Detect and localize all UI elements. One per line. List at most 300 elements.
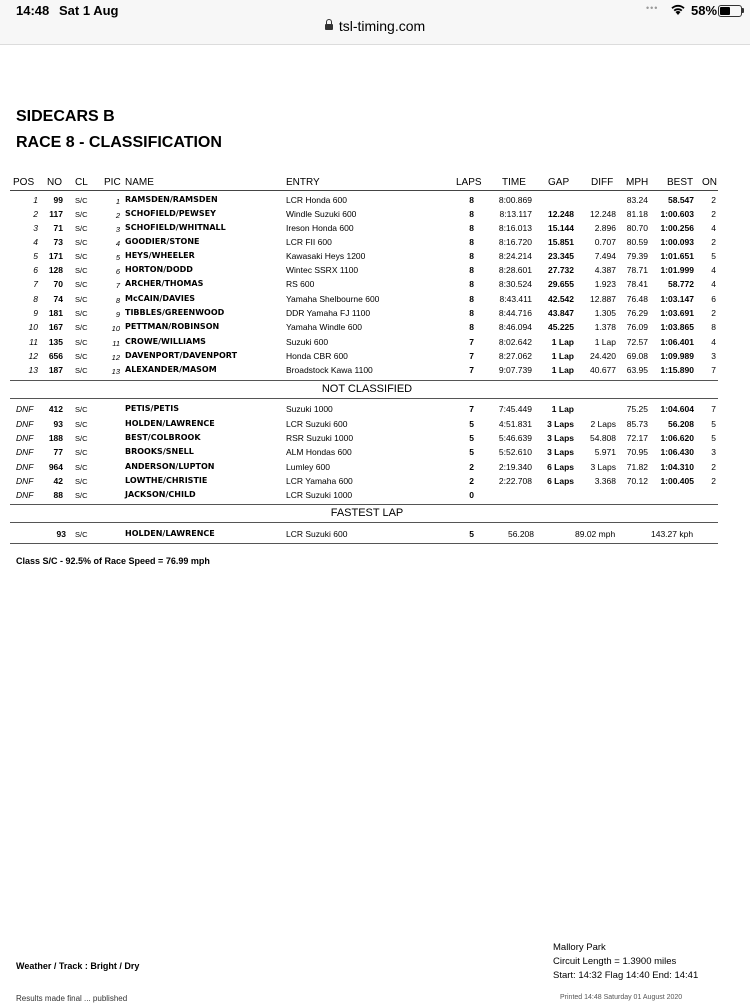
cell-diff: 3 Laps bbox=[590, 462, 616, 472]
cell-gap: 27.732 bbox=[548, 265, 574, 275]
cell-cl: S/C bbox=[75, 477, 88, 486]
col-pos: POS bbox=[13, 177, 35, 188]
table-row bbox=[0, 207, 750, 221]
cell-pos: DNF bbox=[16, 490, 34, 500]
fastest-lap-heading: FASTEST LAP bbox=[330, 507, 404, 519]
cell-cl: S/C bbox=[75, 309, 88, 318]
circuit-length: Circuit Length = 1.3900 miles bbox=[553, 956, 677, 967]
cell-on: 7 bbox=[711, 365, 716, 375]
cell-pic: 1 bbox=[115, 197, 120, 206]
ios-status-bar bbox=[0, 0, 750, 45]
cell-laps: 8 bbox=[469, 209, 474, 219]
cell-cl: S/C bbox=[75, 238, 88, 247]
cell-mph: 76.48 bbox=[626, 294, 648, 304]
page-subtitle: RACE 8 - CLASSIFICATION bbox=[16, 134, 222, 151]
table-row bbox=[0, 488, 750, 502]
cell-mph: 83.24 bbox=[626, 195, 648, 205]
cell-on: 2 bbox=[711, 209, 716, 219]
cell-best: 1:00.405 bbox=[660, 476, 694, 486]
col-pic: PIC bbox=[104, 177, 121, 188]
cell-pos: DNF bbox=[16, 476, 34, 486]
cell-best: 56.208 bbox=[668, 419, 694, 429]
cell-laps: 2 bbox=[469, 476, 474, 486]
cell-no: 42 bbox=[53, 476, 63, 486]
table-row bbox=[0, 277, 750, 291]
cell-entry: Wintec SSRX 1100 bbox=[286, 265, 359, 275]
cell-on: 5 bbox=[711, 251, 716, 261]
cell-gap: 1 Lap bbox=[551, 404, 574, 414]
fastest-mph: 89.02 mph bbox=[575, 529, 616, 539]
cell-best: 58.547 bbox=[668, 195, 694, 205]
battery-percent: 58% bbox=[691, 3, 718, 18]
cell-best: 1:06.401 bbox=[660, 337, 694, 347]
cell-name: CROWE/WILLIAMS bbox=[125, 337, 206, 346]
cell-best: 1:04.310 bbox=[660, 462, 694, 472]
cell-no: 964 bbox=[48, 462, 63, 472]
cell-name: TIBBLES/GREENWOOD bbox=[125, 308, 225, 317]
cell-no: 412 bbox=[48, 404, 63, 414]
cell-name: PETIS/PETIS bbox=[125, 404, 179, 413]
cell-name: SCHOFIELD/PEWSEY bbox=[125, 209, 216, 218]
fastest-cl: S/C bbox=[75, 530, 88, 539]
cell-best: 1:01.651 bbox=[660, 251, 694, 261]
cell-cl: S/C bbox=[75, 338, 88, 347]
cell-time: 2:22.708 bbox=[498, 476, 532, 486]
cell-laps: 8 bbox=[469, 322, 474, 332]
cell-time: 2:19.340 bbox=[498, 462, 532, 472]
fastest-kph: 143.27 kph bbox=[651, 529, 694, 539]
cell-diff: 1.305 bbox=[594, 308, 616, 318]
cell-laps: 8 bbox=[469, 237, 474, 247]
cell-no: 117 bbox=[49, 209, 63, 219]
cell-diff: 4.387 bbox=[594, 265, 616, 275]
cell-mph: 71.82 bbox=[626, 462, 648, 472]
cell-name: GOODIER/STONE bbox=[125, 237, 200, 246]
cell-gap: 12.248 bbox=[548, 209, 574, 219]
fastest-lap-number: 5 bbox=[469, 529, 474, 539]
cell-cl: S/C bbox=[75, 266, 88, 275]
cell-cl: S/C bbox=[75, 352, 88, 361]
cell-laps: 5 bbox=[469, 419, 474, 429]
cell-no: 77 bbox=[53, 447, 63, 457]
cell-pos: 8 bbox=[33, 294, 38, 304]
cell-pos: 6 bbox=[33, 265, 38, 275]
cell-gap: 1 Lap bbox=[551, 351, 574, 361]
cell-cl: S/C bbox=[75, 295, 88, 304]
cell-name: PETTMAN/ROBINSON bbox=[125, 322, 220, 331]
cell-gap: 6 Laps bbox=[547, 462, 574, 472]
cell-gap: 15.144 bbox=[548, 223, 574, 233]
cell-mph: 81.18 bbox=[626, 209, 648, 219]
table-row bbox=[0, 249, 750, 263]
cell-on: 2 bbox=[711, 237, 716, 247]
cell-laps: 2 bbox=[469, 462, 474, 472]
section-divider bbox=[10, 543, 718, 544]
cell-entry: Kawasaki Heys 1200 bbox=[286, 251, 366, 261]
cell-entry: Suzuki 1000 bbox=[286, 404, 333, 414]
cell-gap: 3 Laps bbox=[547, 433, 574, 443]
url-bar[interactable] bbox=[0, 18, 750, 38]
cell-name: LOWTHE/CHRISTIE bbox=[125, 476, 208, 485]
cell-gap: 15.851 bbox=[548, 237, 574, 247]
cell-laps: 7 bbox=[469, 404, 474, 414]
table-row bbox=[0, 306, 750, 320]
fastest-time: 56.208 bbox=[508, 529, 534, 539]
cell-entry: Suzuki 600 bbox=[286, 337, 329, 347]
fastest-name: HOLDEN/LAWRENCE bbox=[125, 529, 215, 538]
cell-no: 73 bbox=[53, 237, 63, 247]
cell-time: 8:46.094 bbox=[498, 322, 532, 332]
cell-diff: 1.378 bbox=[594, 322, 616, 332]
cell-time: 4:51.831 bbox=[498, 419, 532, 429]
battery-icon bbox=[718, 5, 742, 17]
cell-on: 8 bbox=[711, 322, 716, 332]
cell-gap: 42.542 bbox=[548, 294, 574, 304]
cell-pos: DNF bbox=[16, 404, 34, 414]
cell-gap: 3 Laps bbox=[547, 419, 574, 429]
cell-mph: 79.39 bbox=[626, 251, 648, 261]
cell-gap: 1 Lap bbox=[551, 365, 574, 375]
section-divider bbox=[10, 380, 718, 381]
section-divider bbox=[10, 504, 718, 505]
wifi-icon bbox=[670, 3, 686, 16]
cell-pos: DNF bbox=[16, 447, 34, 457]
cell-name: HEYS/WHEELER bbox=[125, 251, 195, 260]
cell-name: BEST/COLBROOK bbox=[125, 433, 201, 442]
cell-on: 2 bbox=[711, 308, 716, 318]
cell-diff: 3.368 bbox=[594, 476, 616, 486]
cell-pic: 6 bbox=[115, 267, 120, 276]
cell-on: 5 bbox=[711, 433, 716, 443]
cell-laps: 8 bbox=[469, 294, 474, 304]
cell-entry: LCR Suzuki 1000 bbox=[286, 490, 353, 500]
cell-entry: Yamaha Shelbourne 600 bbox=[286, 294, 380, 304]
cell-cl: S/C bbox=[75, 196, 88, 205]
table-row bbox=[0, 221, 750, 235]
cell-pos: 5 bbox=[33, 251, 38, 261]
fastest-lap-row bbox=[0, 527, 750, 541]
cell-best: 1:09.989 bbox=[660, 351, 694, 361]
cell-no: 70 bbox=[53, 279, 63, 289]
cell-pos: 9 bbox=[33, 308, 38, 318]
fastest-no: 93 bbox=[56, 529, 66, 539]
cell-laps: 5 bbox=[469, 433, 474, 443]
cell-diff: 2 Laps bbox=[590, 419, 616, 429]
cell-diff: 1 Lap bbox=[594, 337, 616, 347]
cell-pic: 12 bbox=[111, 353, 120, 362]
cell-laps: 5 bbox=[469, 447, 474, 457]
table-row bbox=[0, 417, 750, 431]
cell-no: 181 bbox=[48, 308, 63, 318]
cell-cl: S/C bbox=[75, 366, 88, 375]
cell-time: 8:27.062 bbox=[498, 351, 532, 361]
cell-cl: S/C bbox=[75, 420, 88, 429]
cell-name: BROOKS/SNELL bbox=[125, 447, 194, 456]
cell-entry: Lumley 600 bbox=[286, 462, 330, 472]
cell-mph: 70.12 bbox=[626, 476, 648, 486]
cell-gap: 6 Laps bbox=[547, 476, 574, 486]
cell-pos: 7 bbox=[33, 279, 38, 289]
cell-mph: 78.41 bbox=[626, 279, 648, 289]
cell-no: 187 bbox=[48, 365, 63, 375]
class-speed-note: Class S/C - 92.5% of Race Speed = 76.99 mph bbox=[16, 556, 210, 566]
cell-on: 7 bbox=[711, 404, 716, 414]
cell-pic: 9 bbox=[115, 310, 120, 319]
cell-laps: 7 bbox=[469, 337, 474, 347]
table-row bbox=[0, 431, 750, 445]
cell-entry: Honda CBR 600 bbox=[286, 351, 348, 361]
cell-best: 1:06.430 bbox=[660, 447, 694, 457]
multitask-dots-icon[interactable]: ••• bbox=[646, 3, 659, 13]
weather-track: Weather / Track : Bright / Dry bbox=[16, 961, 140, 971]
cell-no: 88 bbox=[53, 490, 63, 500]
col-laps: LAPS bbox=[456, 177, 482, 188]
cell-time: 8:16.013 bbox=[498, 223, 532, 233]
cell-pic: 10 bbox=[111, 324, 120, 333]
cell-no: 128 bbox=[48, 265, 63, 275]
cell-pic: 11 bbox=[112, 339, 120, 348]
cell-on: 3 bbox=[711, 351, 716, 361]
cell-entry: RS 600 bbox=[286, 279, 315, 289]
cell-time: 8:16.720 bbox=[498, 237, 532, 247]
cell-name: RAMSDEN/RAMSDEN bbox=[125, 195, 218, 204]
cell-time: 8:30.524 bbox=[498, 279, 532, 289]
cell-on: 4 bbox=[711, 223, 716, 233]
status-date: Sat 1 Aug bbox=[59, 3, 119, 18]
cell-entry: LCR Honda 600 bbox=[286, 195, 347, 205]
venue-name: Mallory Park bbox=[553, 942, 606, 953]
cell-laps: 8 bbox=[469, 279, 474, 289]
cell-diff: 2.896 bbox=[594, 223, 616, 233]
cell-time: 8:28.601 bbox=[498, 265, 532, 275]
cell-no: 74 bbox=[53, 294, 63, 304]
col-best: BEST bbox=[667, 177, 694, 188]
cell-mph: 72.17 bbox=[626, 433, 648, 443]
cell-time: 8:13.117 bbox=[499, 209, 532, 219]
cell-best: 1:00.256 bbox=[660, 223, 694, 233]
cell-cl: S/C bbox=[75, 224, 88, 233]
cell-time: 8:02.642 bbox=[498, 337, 532, 347]
cell-laps: 7 bbox=[469, 351, 474, 361]
cell-time: 7:45.449 bbox=[498, 404, 532, 414]
battery-level-fill bbox=[720, 7, 730, 15]
cell-best: 1:03.865 bbox=[660, 322, 694, 332]
cell-cl: S/C bbox=[75, 463, 88, 472]
cell-laps: 8 bbox=[469, 251, 474, 261]
cell-best: 1:04.604 bbox=[660, 404, 694, 414]
cell-time: 5:46.639 bbox=[498, 433, 532, 443]
cell-diff: 0.707 bbox=[594, 237, 616, 247]
page-title: SIDECARS B bbox=[16, 108, 115, 125]
cell-pic: 3 bbox=[115, 225, 120, 234]
cell-pos: 12 bbox=[28, 351, 38, 361]
cell-diff: 40.677 bbox=[590, 365, 616, 375]
col-entry: ENTRY bbox=[286, 177, 320, 188]
cell-diff: 12.887 bbox=[590, 294, 616, 304]
cell-diff: 24.420 bbox=[590, 351, 616, 361]
cell-pos: 4 bbox=[33, 237, 38, 247]
cell-on: 2 bbox=[711, 462, 716, 472]
cell-pic: 7 bbox=[115, 281, 120, 290]
cell-no: 135 bbox=[48, 337, 63, 347]
cell-entry: LCR Yamaha 600 bbox=[286, 476, 353, 486]
cell-name: DAVENPORT/DAVENPORT bbox=[125, 351, 238, 360]
cell-cl: S/C bbox=[75, 405, 88, 414]
cell-pic: 13 bbox=[111, 367, 120, 376]
cell-gap: 23.345 bbox=[548, 251, 574, 261]
cell-mph: 80.59 bbox=[626, 237, 648, 247]
header-divider bbox=[10, 190, 718, 191]
cell-entry: DDR Yamaha FJ 1100 bbox=[286, 308, 371, 318]
cell-laps: 8 bbox=[469, 265, 474, 275]
cell-time: 8:44.716 bbox=[498, 308, 532, 318]
cell-diff: 1.923 bbox=[594, 279, 616, 289]
table-row bbox=[0, 363, 750, 377]
col-time: TIME bbox=[502, 177, 526, 188]
table-row bbox=[0, 402, 750, 416]
cell-no: 167 bbox=[48, 322, 63, 332]
cell-best: 1:03.691 bbox=[660, 308, 694, 318]
cell-entry: Windle Suzuki 600 bbox=[286, 209, 357, 219]
col-diff: DIFF bbox=[591, 177, 614, 188]
cell-name: SCHOFIELD/WHITNALL bbox=[125, 223, 226, 232]
cell-best: 1:00.603 bbox=[660, 209, 694, 219]
cell-best: 1:01.999 bbox=[660, 265, 694, 275]
cell-time: 8:24.214 bbox=[498, 251, 532, 261]
cell-on: 5 bbox=[711, 419, 716, 429]
cell-name: JACKSON/CHILD bbox=[125, 490, 196, 499]
cell-pos: 2 bbox=[33, 209, 38, 219]
cell-on: 4 bbox=[711, 337, 716, 347]
cell-entry: Broadstock Kawa 1100 bbox=[286, 365, 373, 375]
cell-cl: S/C bbox=[75, 491, 88, 500]
cell-pic: 5 bbox=[115, 253, 120, 262]
col-cl: CL bbox=[75, 177, 88, 188]
cell-mph: 69.08 bbox=[626, 351, 648, 361]
cell-on: 6 bbox=[711, 294, 716, 304]
table-row bbox=[0, 335, 750, 349]
cell-on: 2 bbox=[711, 476, 716, 486]
cell-no: 71 bbox=[53, 223, 63, 233]
cell-best: 58.772 bbox=[668, 279, 694, 289]
not-classified-heading: NOT CLASSIFIED bbox=[321, 383, 413, 395]
cell-name: ARCHER/THOMAS bbox=[125, 279, 204, 288]
cell-pos: DNF bbox=[16, 462, 34, 472]
cell-best: 1:06.620 bbox=[660, 433, 694, 443]
cell-pos: DNF bbox=[16, 433, 34, 443]
table-row bbox=[0, 474, 750, 488]
table-row bbox=[0, 193, 750, 207]
cell-name: ANDERSON/LUPTON bbox=[125, 462, 215, 471]
cell-gap: 1 Lap bbox=[551, 337, 574, 347]
cell-cl: S/C bbox=[75, 210, 88, 219]
cell-best: 1:00.093 bbox=[660, 237, 694, 247]
cell-cl: S/C bbox=[75, 323, 88, 332]
cell-on: 4 bbox=[711, 265, 716, 275]
cell-gap: 45.225 bbox=[548, 322, 574, 332]
section-divider bbox=[10, 398, 718, 399]
cell-no: 188 bbox=[48, 433, 63, 443]
cell-pic: 8 bbox=[115, 296, 120, 305]
cell-cl: S/C bbox=[75, 434, 88, 443]
url-text: tsl-timing.com bbox=[338, 18, 426, 34]
table-row bbox=[0, 263, 750, 277]
cell-cl: S/C bbox=[75, 252, 88, 261]
cell-time: 5:52.610 bbox=[498, 447, 532, 457]
race-times: Start: 14:32 Flag 14:40 End: 14:41 bbox=[553, 970, 699, 981]
col-mph: MPH bbox=[626, 177, 649, 188]
cell-pos: 1 bbox=[33, 195, 38, 205]
table-row bbox=[0, 349, 750, 363]
col-name: NAME bbox=[125, 177, 154, 188]
cell-name: McCAIN/DAVIES bbox=[125, 294, 196, 303]
cell-time: 8:00.869 bbox=[498, 195, 532, 205]
cell-pos: 3 bbox=[33, 223, 38, 233]
cell-entry: Yamaha Windle 600 bbox=[286, 322, 362, 332]
cell-no: 656 bbox=[48, 351, 63, 361]
col-gap: GAP bbox=[548, 177, 570, 188]
cell-mph: 63.95 bbox=[626, 365, 648, 375]
cell-entry: Ireson Honda 600 bbox=[286, 223, 354, 233]
cell-gap: 43.847 bbox=[548, 308, 574, 318]
cell-entry: LCR Suzuki 600 bbox=[286, 419, 348, 429]
cell-cl: S/C bbox=[75, 448, 88, 457]
cell-diff: 7.494 bbox=[594, 251, 616, 261]
cell-pos: 13 bbox=[28, 365, 38, 375]
cell-diff: 12.248 bbox=[590, 209, 616, 219]
footer-note: Results made final ... published bbox=[16, 994, 128, 1003]
battery-nub bbox=[742, 8, 744, 13]
cell-mph: 72.57 bbox=[626, 337, 648, 347]
cell-name: HORTON/DODD bbox=[125, 265, 193, 274]
section-divider bbox=[10, 522, 718, 523]
cell-best: 1:03.147 bbox=[660, 294, 694, 304]
cell-name: ALEXANDER/MASOM bbox=[125, 365, 217, 374]
cell-entry: ALM Hondas 600 bbox=[286, 447, 352, 457]
table-row bbox=[0, 320, 750, 334]
table-row bbox=[0, 292, 750, 306]
venue-info bbox=[553, 941, 698, 983]
cell-pos: DNF bbox=[16, 419, 34, 429]
cell-entry: LCR FII 600 bbox=[286, 237, 332, 247]
table-row bbox=[0, 460, 750, 474]
cell-pic: 2 bbox=[115, 211, 120, 220]
cell-mph: 76.09 bbox=[626, 322, 648, 332]
cell-mph: 80.70 bbox=[626, 223, 648, 233]
cell-time: 8:43.411 bbox=[499, 294, 532, 304]
cell-name: HOLDEN/LAWRENCE bbox=[125, 419, 215, 428]
cell-on: 3 bbox=[711, 447, 716, 457]
cell-on: 2 bbox=[711, 195, 716, 205]
table-row bbox=[0, 445, 750, 459]
cell-no: 171 bbox=[48, 251, 63, 261]
cell-gap: 3 Laps bbox=[547, 447, 574, 457]
status-time: 14:48 bbox=[16, 3, 50, 18]
table-row bbox=[0, 235, 750, 249]
cell-laps: 8 bbox=[469, 195, 474, 205]
cell-on: 4 bbox=[711, 279, 716, 289]
col-on: ON bbox=[702, 177, 717, 188]
cell-no: 99 bbox=[53, 195, 63, 205]
fastest-entry: LCR Suzuki 600 bbox=[286, 529, 348, 539]
cell-pic: 4 bbox=[115, 239, 120, 248]
cell-pos: 10 bbox=[28, 322, 38, 332]
cell-cl: S/C bbox=[75, 280, 88, 289]
cell-mph: 75.25 bbox=[626, 404, 648, 414]
cell-no: 93 bbox=[53, 419, 63, 429]
cell-diff: 54.808 bbox=[590, 433, 616, 443]
cell-entry: RSR Suzuki 1000 bbox=[286, 433, 354, 443]
